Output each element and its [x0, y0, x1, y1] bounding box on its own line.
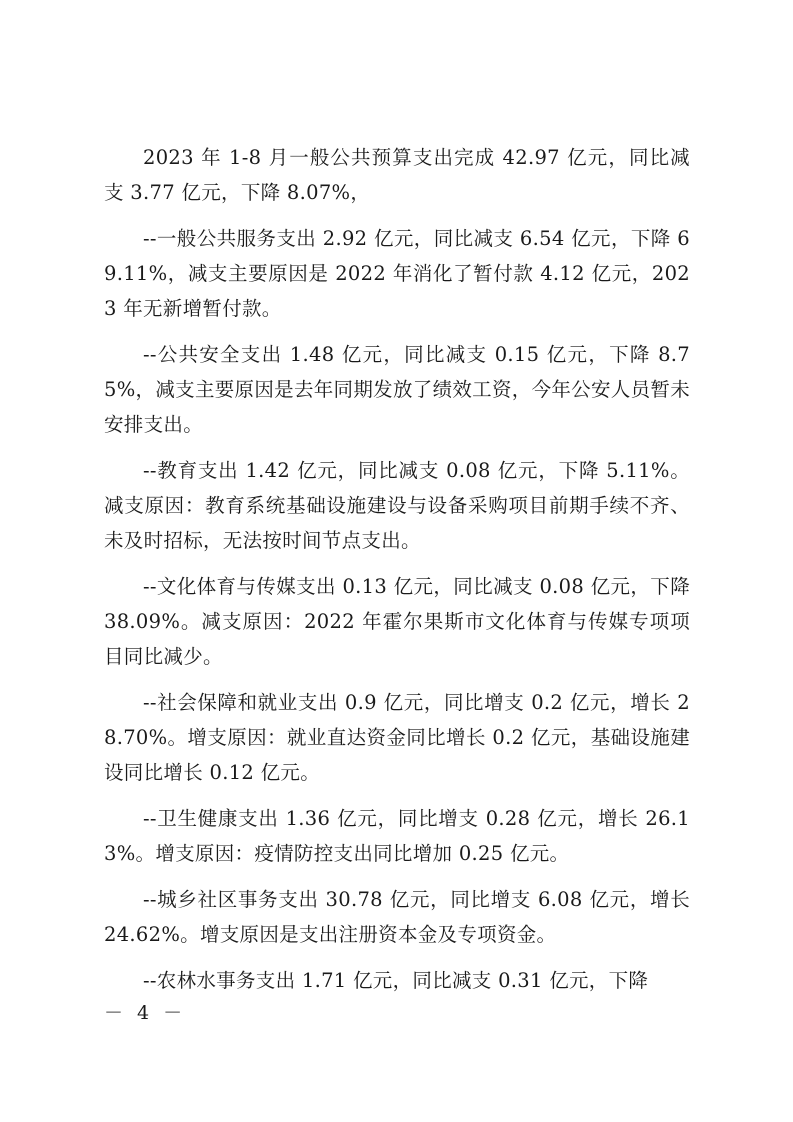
document-body — [104, 140, 690, 1009]
paragraph-urban-rural-community: --城乡社区事务支出 30.78 亿元，同比增支 6.08 亿元，增长 24.62%。增支原因是支出注册资本金及专项资金。 — [104, 888, 690, 946]
paragraph-social-security-employment: --社会保障和就业支出 0.9 亿元，同比增支 0.2 亿元，增长 28.70%。增支原因：就业直达资金同比增长 0.2 亿元，基础设施建设同比增长 0.12 亿元。 — [104, 691, 690, 784]
page-number: － 4 － — [104, 1002, 187, 1024]
paragraph-health: --卫生健康支出 1.36 亿元，同比增支 0.28 亿元，增长 26.13%。增支原因：疫情防控支出同比增加 0.25 亿元。 — [104, 807, 690, 865]
paragraph-culture-sports-media: --文化体育与传媒支出 0.13 亿元，同比减支 0.08 亿元，下降 38.09%。减支原因：2022 年霍尔果斯市文化体育与传媒专项项目同比减少。 — [104, 575, 690, 668]
paragraph-agriculture-forestry-water: --农林水事务支出 1.71 亿元，同比减支 0.31 亿元，下降 — [143, 969, 649, 992]
paragraph-total-expenditure: 2023 年 1-8 月一般公共预算支出完成 42.97 亿元，同比减支 3.77 亿元，下降 8.07%， — [104, 146, 690, 204]
paragraph-public-security: --公共安全支出 1.48 亿元，同比减支 0.15 亿元，下降 8.75%，减支主要原因是去年同期发放了绩效工资，今年公安人员暂未安排支出。 — [104, 343, 690, 436]
paragraph-general-public-services: --一般公共服务支出 2.92 亿元，同比减支 6.54 亿元，下降 69.11%，减支主要原因是 2022 年消化了暂付款 4.12 亿元，2023 年无新增暂付款。 — [104, 227, 690, 320]
paragraph-education: --教育支出 1.42 亿元，同比减支 0.08 亿元，下降 5.11%。减支原因：教育系统基础设施建设与设备采购项目前期手续不齐、未及时招标，无法按时间节点支出。 — [104, 459, 690, 552]
